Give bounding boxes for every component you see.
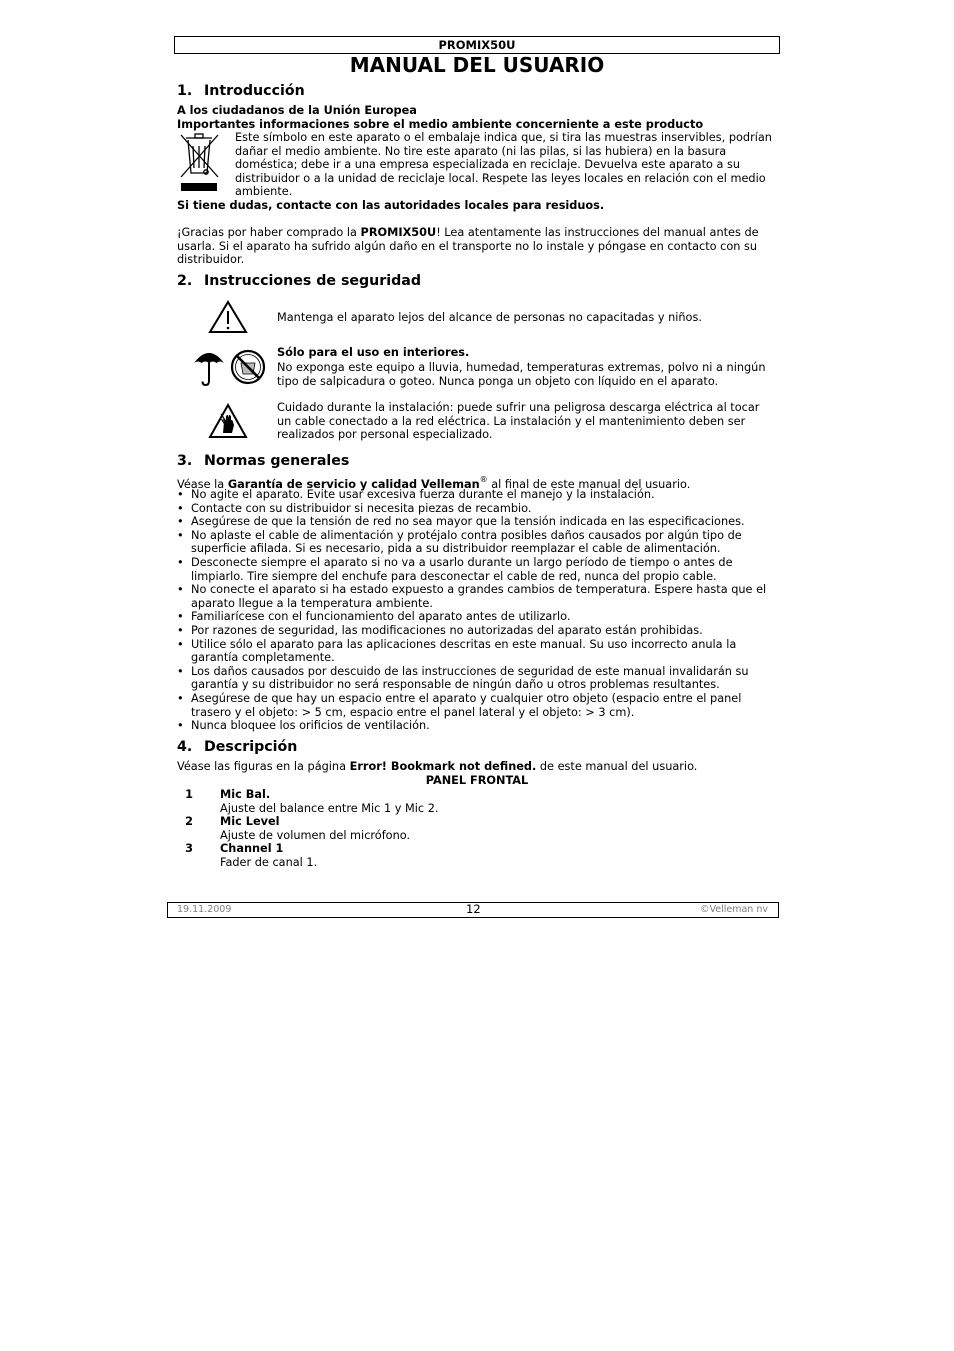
warning-text: Mantenga el aparato lejos del alcance de personas no capacitadas y niños.: [277, 311, 702, 324]
item-name: Mic Level: [220, 815, 280, 828]
item-number: 1: [185, 788, 193, 801]
umbrella-icon: [193, 347, 225, 387]
env-heading: Importantes informaciones sobre el medio ambiente concerniente a este producto: [177, 118, 704, 131]
section-2-heading: 2. Instrucciones de seguridad: [177, 273, 422, 289]
item-number: 2: [185, 815, 193, 828]
indoor-text: No exponga este equipo a lluvia, humedad, temperaturas extremas, polvo ni a ningún tipo de salpicadura o goteo. Nunca ponga un objeto con líquido en el aparato.: [277, 361, 766, 388]
list-item: • No aplaste el cable de alimentación y protéjalo contra posibles daños causados por algún tipo de superficie afilada. Si es necesario, pida a su distribuidor reemplazar el cable de alimentación.: [177, 529, 777, 556]
page-title: MANUAL DEL USUARIO: [349, 53, 605, 77]
doubt-note: Si tiene dudas, contacte con las autoridades locales para residuos.: [177, 199, 605, 212]
list-item: • Contacte con su distribuidor si necesita piezas de recambio.: [177, 502, 777, 516]
figure-reference: Véase las figuras en la página Error! Bookmark not defined. de este manual del usuario.: [177, 760, 698, 773]
thanks-paragraph: ¡Gracias por haber comprado la PROMIX50U! Lea atentamente las instrucciones del manual antes de usarla. Si el aparato ha sufrido algún daño en el transporte no lo instale y póngase en contacto con su distribuidor.: [177, 226, 759, 267]
warning-triangle-icon: [208, 300, 248, 334]
list-item: • Asegúrese de que hay un espacio entre el aparato y cualquier otro objeto (espacio entre el panel trasero y el objeto: > 5 cm, espacio entre el panel lateral y el objeto: > 3 cm).: [177, 692, 777, 719]
item-name: Channel 1: [220, 842, 284, 855]
electric-shock-icon: [208, 403, 248, 439]
list-item: • Asegúrese de que la tensión de red no sea mayor que la tensión indicada en las especificaciones.: [177, 515, 777, 529]
list-item: • Por razones de seguridad, las modificaciones no autorizadas del aparato están prohibidas.: [177, 624, 777, 638]
list-item: • Nunca bloquee los orificios de ventilación.: [177, 719, 777, 733]
list-item: • Los daños causados por descuido de las instrucciones de seguridad de este manual invalidarán su garantía y su distribuidor no será responsable de ningún daño u otros problemas resultantes.: [177, 665, 777, 692]
item-description: Ajuste del balance entre Mic 1 y Mic 2.: [220, 802, 439, 815]
list-item: • Familiarícese con el funcionamiento del aparato antes de utilizarlo.: [177, 610, 777, 624]
general-rules-list: [177, 488, 777, 733]
item-number: 3: [185, 842, 193, 855]
list-item: • Desconecte siempre el aparato si no va a usarlo durante un largo período de tiempo o antes de limpiarlo. Tire siempre del enchufe para desconectar el cable de red, nunca del propio cable.: [177, 556, 777, 583]
item-description: Ajuste de volumen del micrófono.: [220, 829, 411, 842]
page-number: 12: [466, 902, 481, 916]
section-1-heading: 1. Introducción: [177, 83, 305, 99]
panel-title: PANEL FRONTAL: [425, 774, 529, 787]
warranty-reference: Véase la Garantía de servicio y calidad Velleman® al final de este manual del usuario.: [177, 475, 691, 491]
weee-bin-icon: [178, 131, 222, 195]
item-description: Fader de canal 1.: [220, 856, 318, 869]
list-item: • No conecte el aparato si ha estado expuesto a grandes cambios de temperatura. Espere hasta que el aparato llegue a la temperatura ambiente.: [177, 583, 777, 610]
indoor-title: Sólo para el uso en interiores.: [277, 346, 470, 359]
footer-copyright: ©Velleman nv: [700, 904, 768, 915]
model-header: PROMIX50U: [174, 36, 780, 54]
weee-text: Este símbolo en este aparato o el embalaje indica que, si tira las muestras inservibles, podrían dañar el medio ambiente. No tire este aparato (ni las pilas, si las hubiera) en la basura doméstica; debe ir a una empresa especializada en reciclaje. Devuelva este aparato a su distribuidor o a la unidad de reciclaje local. Respete las leyes locales en relación con el medio ambiente.: [235, 131, 772, 199]
list-item: • No agite el aparato. Evite usar excesiva fuerza durante el manejo y la instalación.: [177, 488, 777, 502]
list-item: • Utilice sólo el aparato para las aplicaciones descritas en este manual. Su uso incorrecto anula la garantía completamente.: [177, 638, 777, 665]
section-3-heading: 3. Normas generales: [177, 453, 350, 469]
no-liquid-icon: [230, 349, 266, 385]
section-4-heading: 4. Descripción: [177, 739, 298, 755]
shock-text: Cuidado durante la instalación: puede sufrir una peligrosa descarga eléctrica al tocar un cable conectado a la red eléctrica. La instalación y el mantenimiento deben ser realizados por personal especializado.: [277, 401, 760, 442]
eu-heading: A los ciudadanos de la Unión Europea: [177, 104, 417, 117]
footer-date: 19.11.2009: [177, 904, 232, 915]
item-name: Mic Bal.: [220, 788, 271, 801]
